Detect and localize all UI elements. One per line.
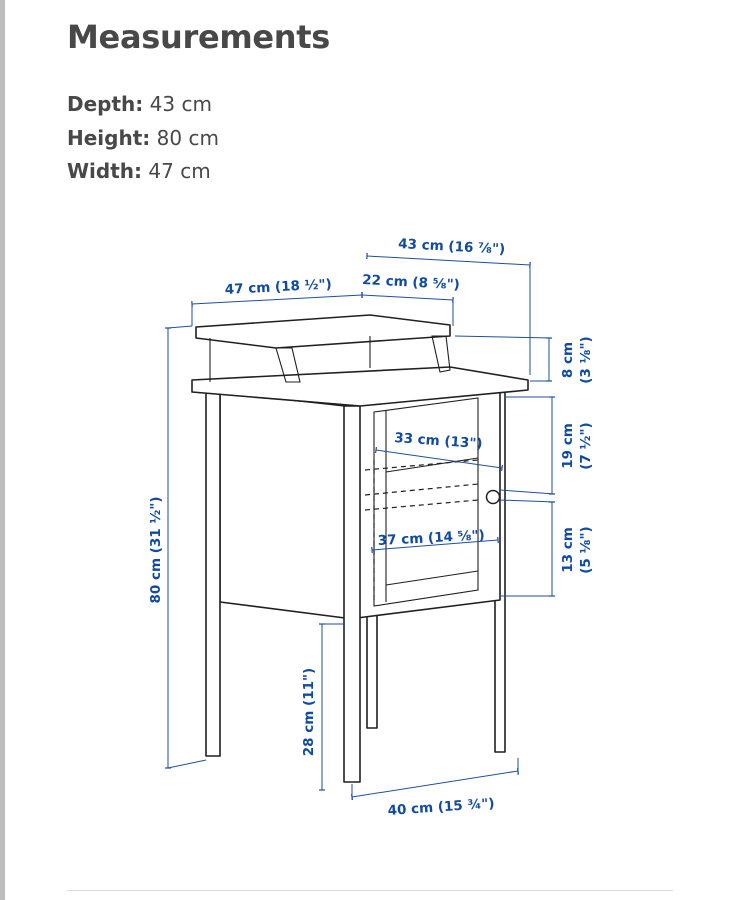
spec-width-label: Width: [67,159,143,183]
label-front-width: 40 cm (15 ¾") [387,795,496,819]
spec-list [67,88,219,189]
label-lower-inner-width: 37 cm (14 ⅝") [377,527,486,549]
nightstand-drawing [192,315,528,782]
spec-depth-label: Depth: [67,92,144,116]
label-shelf-height-in: (3 ⅛") [578,336,594,384]
knob [487,491,500,504]
label-upper-inner-height-in: (7 ½") [578,422,594,470]
label-upper-inner-height: 19 cm [560,423,576,469]
spec-width-value: 47 cm [142,159,211,183]
label-width-total: 47 cm (18 ½") [224,276,333,298]
side-panel [220,392,345,618]
front-left-leg [206,392,220,756]
spec-depth-value: 43 cm [143,92,212,116]
spec-depth [67,88,219,122]
label-leg-height: 28 cm (11") [301,667,317,757]
page-title: Measurements [67,18,331,56]
label-shelf-height: 8 cm [560,341,576,379]
label-depth-total: 43 cm (16 ⅞") [397,236,506,258]
top-shelf [196,315,450,348]
section-divider [67,890,673,891]
label-total-height: 80 cm (31 ½") [148,496,164,604]
spec-height-label: Height: [67,125,151,150]
front-right-leg [344,406,360,782]
spec-height [67,122,219,156]
label-lower-inner-height-in: (5 ⅛") [578,526,594,574]
label-lower-inner-height: 13 cm [560,527,576,573]
spec-width [67,155,219,189]
back-left-leg [367,600,377,728]
spec-height-value: 80 cm [150,125,219,150]
dimension-diagram [0,220,733,840]
label-shelf-depth: 22 cm (8 ⅝") [361,272,461,294]
label-upper-inner-width: 33 cm (13") [393,430,484,453]
